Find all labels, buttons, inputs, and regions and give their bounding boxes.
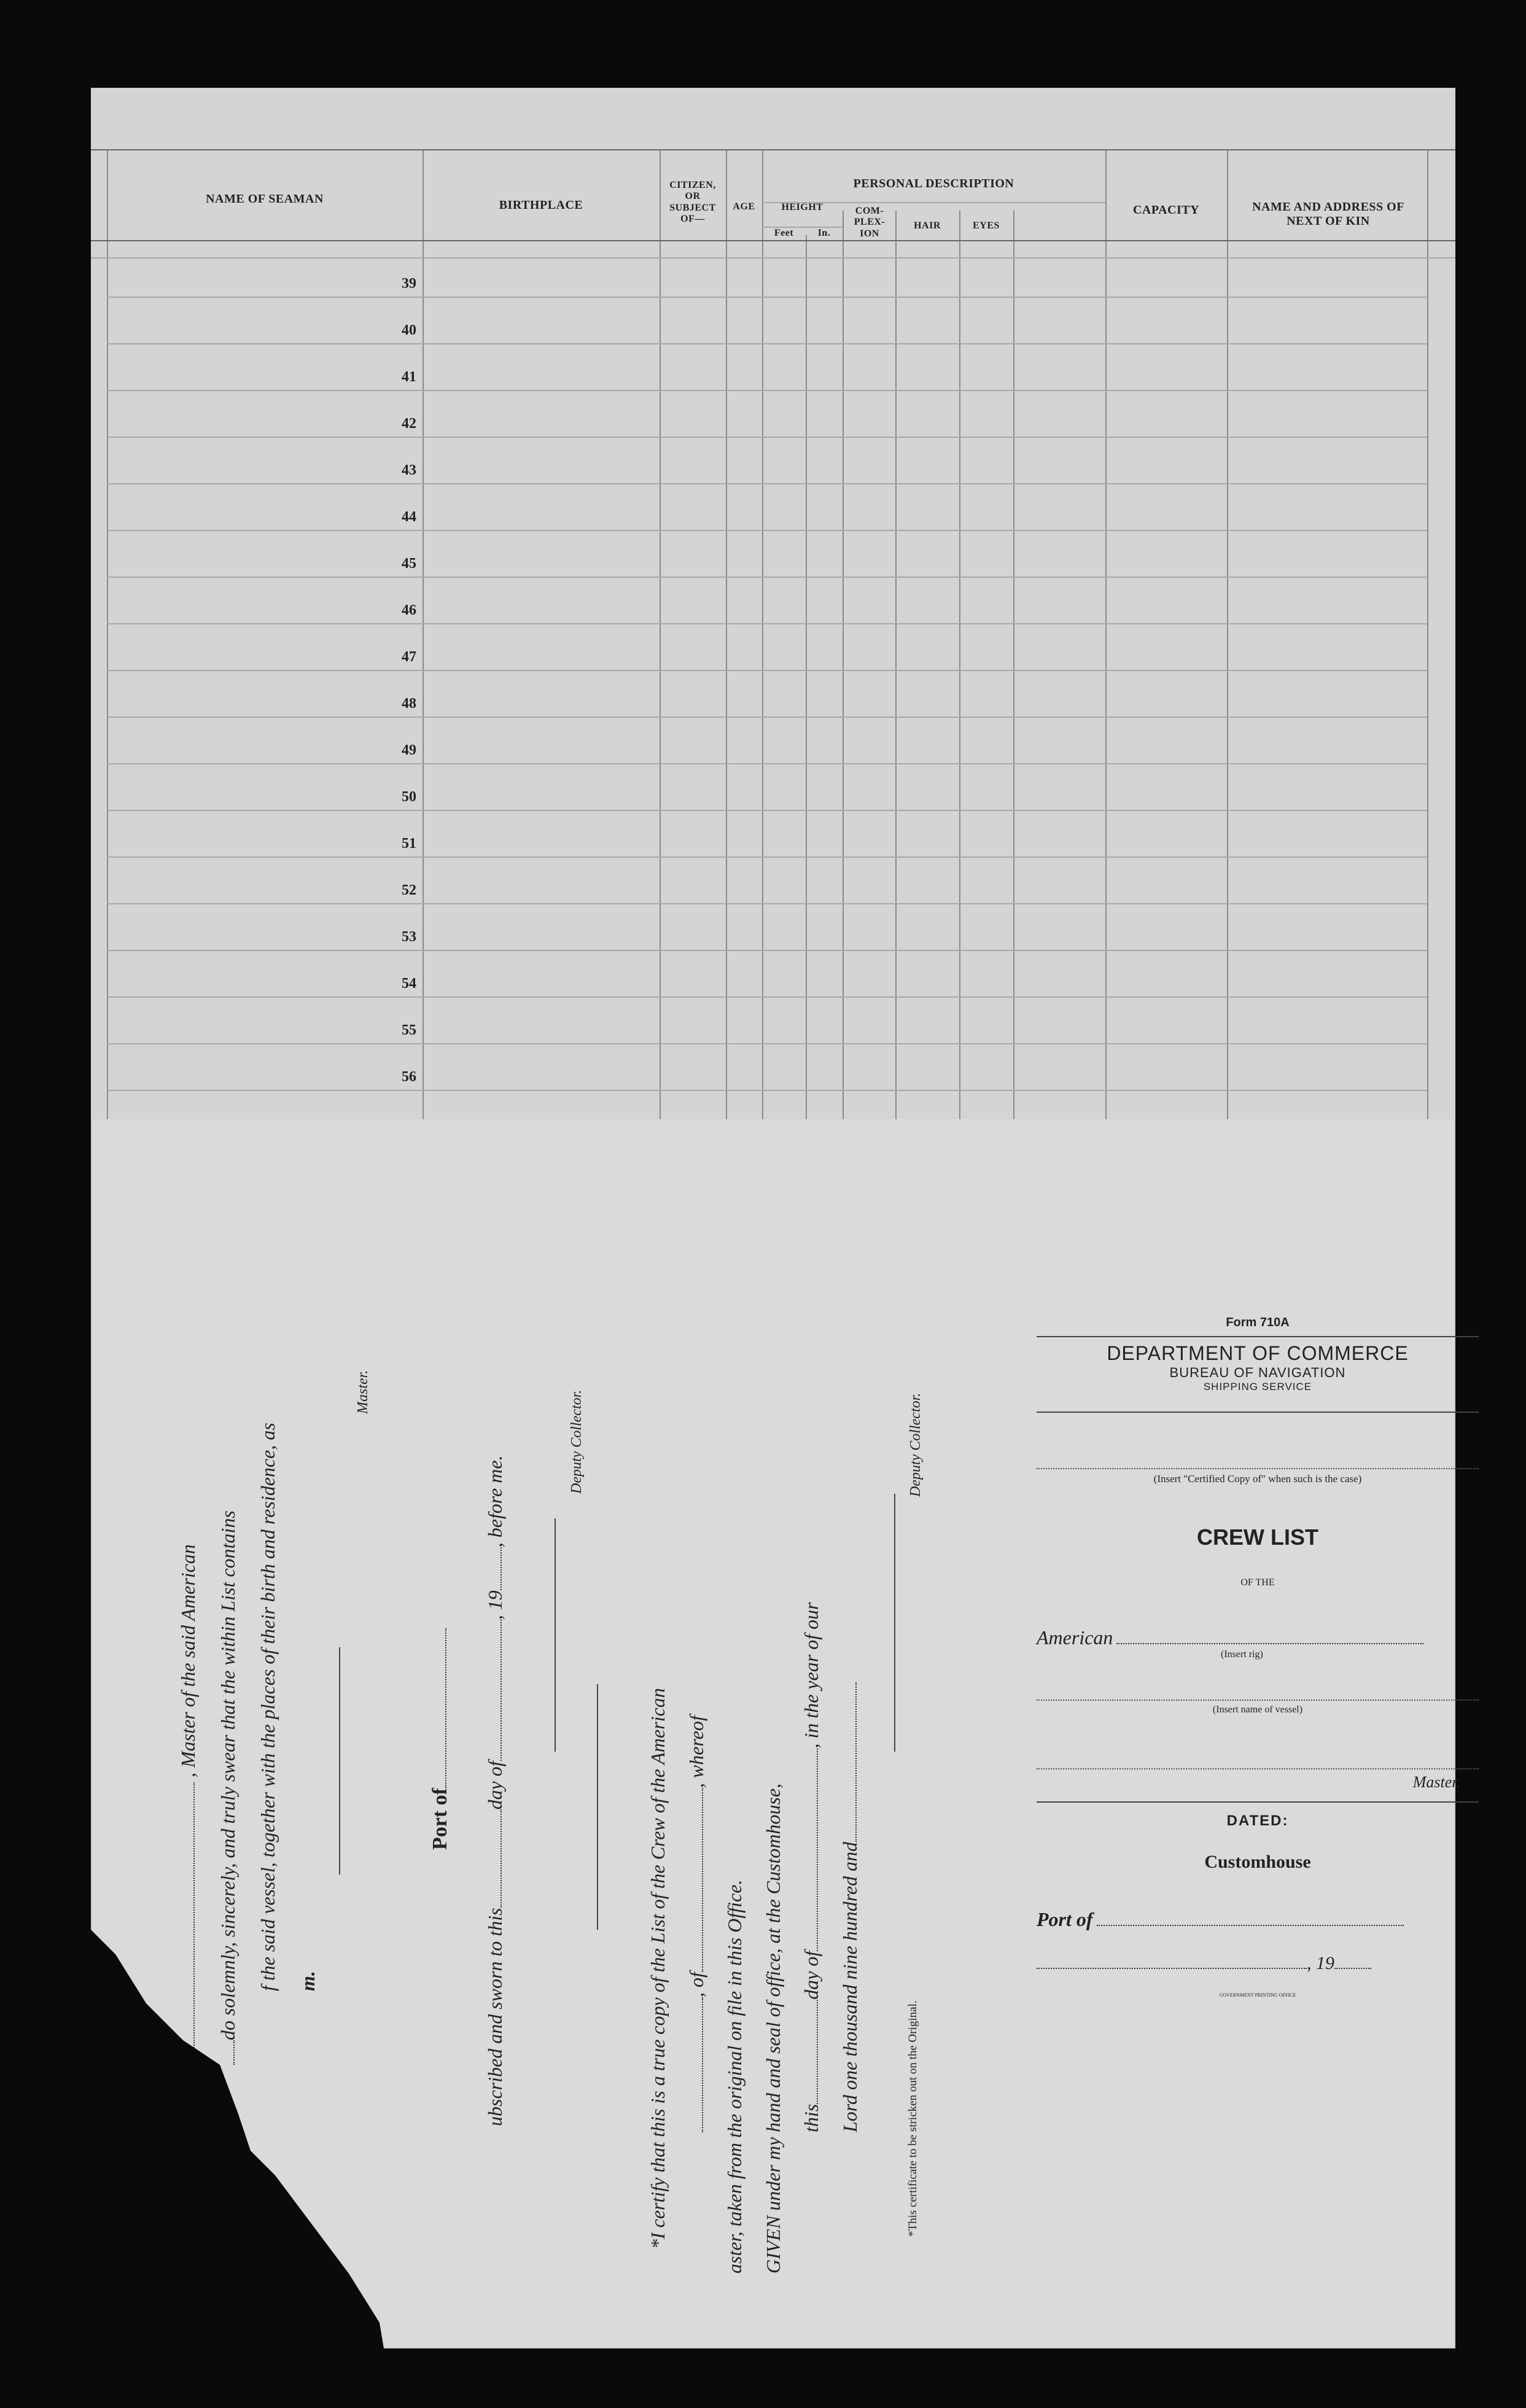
header-next-of-kin: NAME AND ADDRESS OF NEXT OF KIN — [1252, 200, 1404, 228]
oath-deputy-collector: Deputy Collector. — [569, 1389, 585, 1494]
header-eyes: EYES — [973, 220, 1000, 231]
header-citizen: CITIZEN, OR SUBJECT OF— — [669, 180, 716, 225]
form-number: Form 710A — [1226, 1316, 1290, 1329]
cert-line-3: aster, taken from the original on file in this Office. — [723, 1879, 745, 2274]
header-feet: Feet — [774, 228, 794, 238]
row-number: 48 — [402, 696, 416, 712]
table-row — [107, 437, 1427, 438]
row-number: 39 — [402, 276, 416, 292]
table-row — [107, 856, 1427, 858]
header-birthplace: BIRTHPLACE — [499, 198, 583, 212]
oath-line-4: m. — [297, 1971, 319, 1991]
row-number: 55 — [402, 1022, 416, 1038]
table-row — [107, 1090, 1427, 1091]
table-row — [107, 903, 1427, 904]
divider-line — [597, 1684, 598, 1930]
header-hair: HAIR — [914, 220, 941, 231]
row-number: 43 — [402, 462, 416, 478]
department-name: DEPARTMENT OF COMMERCE — [1107, 1342, 1409, 1364]
insert-rig-note: (Insert rig) — [1221, 1649, 1263, 1660]
table-row — [107, 810, 1427, 811]
cert-line-4: GIVEN under my hand and seal of office, at the Customhouse, — [762, 1783, 784, 2274]
document-page — [91, 88, 1460, 2348]
insert-certified-note: (Insert "Certified Copy of" when such is the case) — [1153, 1473, 1362, 1485]
table-row — [107, 483, 1427, 484]
row-number: 47 — [402, 649, 416, 665]
header-height: HEIGHT — [781, 202, 823, 212]
oath-subscribed: ubscribed and sworn to thisday of, 19, before me. — [484, 1455, 506, 2126]
row-number: 56 — [402, 1069, 416, 1085]
cert-footnote: *This certificate to be stricken out on the Original. — [906, 2000, 919, 2237]
cert-line-2: , of, whereof — [685, 1715, 708, 2132]
service-name: SHIPPING SERVICE — [1203, 1381, 1312, 1392]
row-number: 44 — [402, 509, 416, 525]
oath-port-of: Port of — [429, 1628, 452, 1850]
of-the-label: OF THE — [1240, 1577, 1275, 1588]
table-row — [107, 996, 1427, 998]
table-row — [107, 950, 1427, 951]
row-number: 41 — [402, 369, 416, 385]
row-number: 49 — [402, 742, 416, 758]
row-number: 40 — [402, 322, 416, 338]
row-number: 53 — [402, 929, 416, 945]
cert-line-6: Lord one thousand nine hundred and — [839, 1682, 862, 2132]
master-label: Master. — [1412, 1773, 1460, 1791]
header-complexion: COM- PLEX- ION — [854, 206, 886, 239]
table-row — [107, 623, 1427, 624]
row-number: 45 — [402, 556, 416, 572]
dated-label: DATED: — [1226, 1812, 1289, 1829]
row-number: 42 — [402, 416, 416, 432]
date-line: , 19 — [1037, 1953, 1479, 1974]
header-age: AGE — [733, 201, 755, 212]
table-row — [107, 577, 1427, 578]
table-row — [107, 763, 1427, 764]
table-row — [107, 1043, 1427, 1044]
row-number: 52 — [402, 882, 416, 898]
crew-list-title: CREW LIST — [1197, 1524, 1318, 1550]
cert-line-1: *I certify that this is a true copy of the List of the Crew of the American — [647, 1688, 669, 2249]
oath-line-1: , Master of the said American — [177, 1544, 200, 2089]
oath-master-label: Master. — [355, 1370, 371, 1414]
crew-table — [91, 88, 1455, 1119]
oath-line-2: do solemnly, sincerely, and truly swear that the within List contains — [217, 1510, 239, 2065]
header-name-of-seaman: NAME OF SEAMAN — [206, 192, 324, 206]
customhouse-label: Customhouse — [1204, 1852, 1311, 1872]
bureau-name: BUREAU OF NAVIGATION — [1169, 1365, 1346, 1380]
american-line: American — [1037, 1626, 1479, 1649]
table-row — [107, 717, 1427, 718]
header-inches: In. — [817, 228, 831, 238]
port-of-line: Port of — [1037, 1908, 1479, 1931]
row-number: 46 — [402, 602, 416, 618]
insert-vessel-note: (Insert name of vessel) — [1212, 1704, 1303, 1715]
cert-deputy-collector: Deputy Collector. — [908, 1392, 924, 1497]
table-row — [107, 343, 1427, 344]
table-row — [107, 670, 1427, 671]
header-capacity: CAPACITY — [1132, 203, 1200, 217]
row-number: 51 — [402, 836, 416, 852]
row-number: 54 — [402, 976, 416, 992]
cert-line-5: thisday of, in the year of our — [800, 1602, 822, 2132]
header-personal-description: PERSONAL DESCRIPTION — [853, 177, 1014, 190]
row-number: 50 — [402, 789, 416, 805]
torn-corner — [91, 1930, 521, 2359]
printing-office: GOVERNMENT PRINTING OFFICE — [1219, 1992, 1296, 1998]
table-row — [107, 390, 1427, 391]
table-row — [107, 297, 1427, 298]
oath-line-3: f the said vessel, together with the places of their birth and residence, as — [257, 1423, 279, 1991]
cover-panel — [1037, 1316, 1479, 1998]
table-row — [107, 530, 1427, 531]
